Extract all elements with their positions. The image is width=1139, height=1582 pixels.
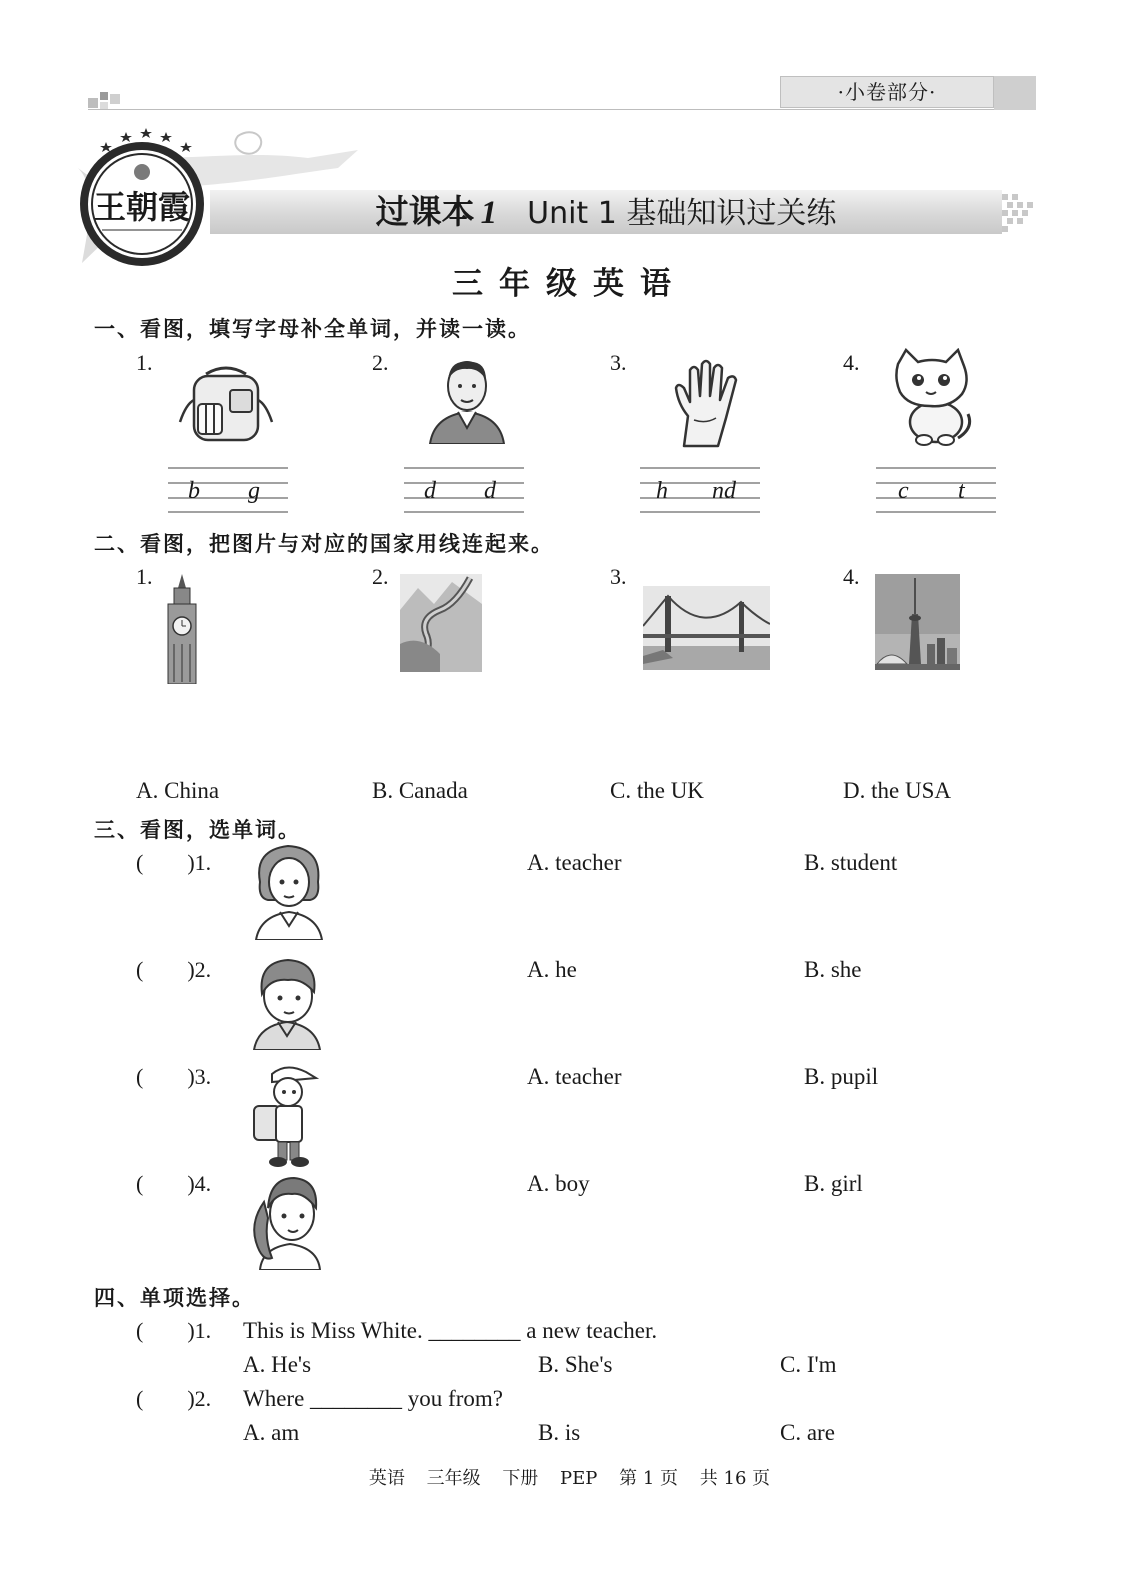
s1-item1-letter1: b [188, 478, 200, 504]
s2-item3-number: 3. [610, 564, 627, 589]
s4-q1-answer-blank: ( )1. [136, 1318, 212, 1343]
s4-q2-answer-blank: ( )2. [136, 1386, 212, 1411]
s3-q4-option-a: A. boy [527, 1171, 590, 1196]
s3-q2-option-b: B. she [804, 957, 862, 982]
s4-q1-stem: This is Miss White. ________ a new teacher. [243, 1318, 658, 1343]
page-footer [0, 1464, 1139, 1490]
cn-tower-picture [875, 574, 960, 670]
footer-page: 第 1 页 [619, 1468, 679, 1489]
s3-q4-answer-blank: ( )4. [136, 1171, 212, 1196]
title-dots-decoration [1000, 190, 1038, 234]
section1-heading: 一、看图，填写字母补全单词，并读一读。 [94, 316, 531, 341]
logo-text: 王朝霞 [93, 188, 191, 226]
s4-q1-option-b: B. She's [538, 1352, 613, 1377]
section3-heading: 三、看图，选单词。 [94, 817, 301, 842]
title-number: 1 [480, 195, 498, 231]
page-title [210, 190, 1002, 234]
s1-item3-number: 3. [610, 350, 627, 375]
footer-volume: 下册 [502, 1468, 539, 1489]
woman-teacher-picture [254, 842, 324, 940]
s1-item2-writing-lines [404, 466, 524, 514]
s2-item4-number: 4. [843, 564, 860, 589]
footer-grade: 三年级 [426, 1468, 481, 1489]
s1-item4-letter2: t [958, 478, 965, 504]
s3-q1-answer-blank: ( )1. [136, 850, 212, 875]
s1-item4-number: 4. [843, 350, 860, 375]
country-option-b: B. Canada [372, 778, 468, 803]
s1-item4-writing-lines [876, 466, 996, 514]
s4-q2-option-c: C. are [780, 1420, 835, 1445]
country-option-a: A. China [136, 778, 220, 803]
s3-q3-option-a: A. teacher [527, 1064, 622, 1089]
great-wall-picture [400, 574, 482, 672]
section-tab: ·小卷部分· [780, 76, 994, 108]
section4-heading: 四、单项选择。 [94, 1285, 255, 1310]
footer-edition: PEP [560, 1468, 598, 1489]
big-ben-picture [162, 574, 202, 684]
title-prefix: 过课本 [375, 192, 475, 231]
hand-picture [670, 358, 746, 448]
s1-item1-letter2: g [248, 478, 260, 504]
s4-q1-option-c: C. I'm [780, 1352, 837, 1377]
top-rule [88, 109, 1036, 110]
s1-item3-writing-lines [640, 466, 760, 514]
s4-q2-option-a: A. am [243, 1420, 300, 1445]
s3-q2-answer-blank: ( )2. [136, 957, 212, 982]
man-picture [424, 356, 510, 444]
s4-q2-option-b: B. is [538, 1420, 581, 1445]
footer-total: 共 16 页 [699, 1468, 771, 1489]
footer-subject: 英语 [368, 1468, 405, 1489]
s3-q1-option-a: A. teacher [527, 850, 622, 875]
s3-q1-option-b: B. student [804, 850, 898, 875]
section2-heading: 二、看图，把图片与对应的国家用线连起来。 [94, 531, 554, 556]
s1-item2-number: 2. [372, 350, 389, 375]
subject-title: 三年级英语 [452, 266, 687, 302]
s3-q3-answer-blank: ( )3. [136, 1064, 212, 1089]
pupil-picture [250, 1064, 320, 1168]
country-option-d: D. the USA [843, 778, 951, 803]
country-option-c: C. the UK [610, 778, 704, 803]
s1-item1-writing-lines [168, 466, 288, 514]
s4-q1-option-a: A. He's [243, 1352, 312, 1377]
golden-gate-bridge-picture [643, 586, 770, 670]
s3-q2-option-a: A. he [527, 957, 577, 982]
s1-item2-letter1: d [424, 478, 436, 504]
schoolbag-picture [176, 364, 276, 444]
section-tab-block [994, 76, 1036, 110]
cat-picture [888, 348, 974, 448]
title-unit: Unit 1 基础知识过关练 [527, 196, 837, 231]
s4-q2-stem: Where ________ you from? [243, 1386, 503, 1411]
s1-item1-number: 1. [136, 350, 153, 375]
s1-item2-letter2: d [484, 478, 496, 504]
s1-item3-letter2: nd [712, 478, 736, 504]
s1-item4-letter1: c [898, 478, 909, 504]
boy-picture [252, 956, 322, 1050]
s3-q3-option-b: B. pupil [804, 1064, 879, 1089]
s2-item1-number: 1. [136, 564, 153, 589]
s1-item3-letter1: h [656, 478, 668, 504]
s2-item2-number: 2. [372, 564, 389, 589]
girl-picture [248, 1172, 324, 1270]
s3-q4-option-b: B. girl [804, 1171, 863, 1196]
